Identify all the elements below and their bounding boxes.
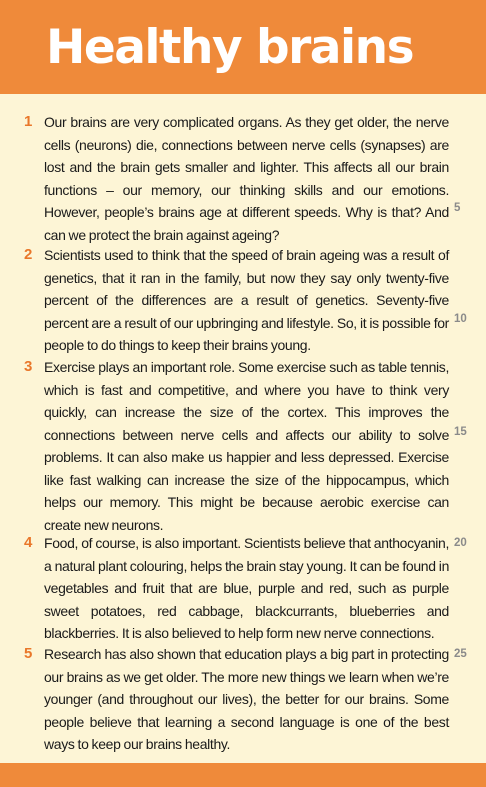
line-number: 10 [454,313,467,325]
paragraph-text: Research has also shown that education plays a big part in protecting our brains as we get older. The more new things we learn when we’re younger (and throughout our lives), the better for our brains. Some people believe that learning a second language is one of the best ways to keep our brains healthy. [44,646,449,752]
footer-bar [0,763,486,787]
line-number: 25 [454,648,467,660]
line-number: 5 [454,202,461,214]
page-title: Healthy brains [46,20,414,75]
line-number: 15 [454,426,467,438]
paragraph-text: Scientists used to think that the speed of brain ageing was a result of genetics, that it ran in the family, but now they say only twenty-five percent of the differences are a result of genetics. Seventy-five percent are a result of our upbringing and lifestyle. So, it is possible for people to do things to keep their brains young. [44,247,449,353]
paragraph-number: 4 [24,534,33,551]
paragraph-number: 5 [24,645,33,662]
paragraph-number: 3 [24,358,33,375]
paragraph-text: Our brains are very complicated organs. As they get older, the nerve cells (neurons) die, connections between nerve cells (synapses) are lost and the brain gets smaller and lighter. This affects all our brain functions – our memory, our thinking skills and our emotions. However, people’s brains age at different speeds. Why is that? And can we protect the brain against ageing? [44,114,449,243]
paragraph-text: Exercise plays an important role. Some exercise such as table tennis, which is fast and competitive, and where you have to think very quickly, can increase the size of the cortex. This improves the connections between nerve cells and affects our ability to solve problems. It can also make us happier and less depressed. Exercise like fast walking can increase the size of the hippocampus, which helps our memory. This might be because aerobic exercise can create new neurons. [44,359,449,533]
title-banner [0,0,486,94]
line-number: 20 [454,537,467,549]
paragraph-number: 2 [24,246,33,263]
paragraph-text: Food, of course, is also important. Scientists believe that anthocyanin, a natural plant colouring, helps the brain stay young. It can be found in vegetables and fruit that are blue, purple and red, such as purple sweet potatoes, red cabbage, blackcurrants, blueberries and blackberries. It is also believed to help form new nerve connections. [44,535,449,641]
paragraph-number: 1 [24,113,33,130]
